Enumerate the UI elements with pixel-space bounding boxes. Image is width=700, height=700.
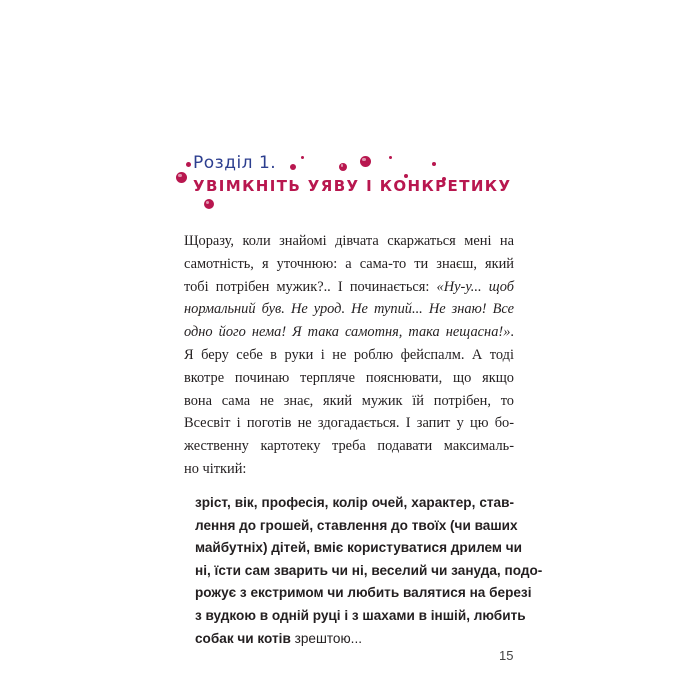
list-line: зріст, вік, професія, колір очей, характер, став- (195, 495, 514, 510)
body-paragraph (184, 230, 514, 481)
paragraph-quote-line: нормальний був. Не урод. Не тупий... Не знаю! Все (184, 301, 514, 318)
paragraph-line: жественну картотеку треба подавати максималь- (184, 438, 514, 455)
decorative-dot (290, 164, 296, 170)
page-number: 15 (499, 648, 514, 663)
decorative-dot (339, 163, 347, 171)
paragraph-line: Щоразу, коли знайомі дівчата скаржаться мені на (184, 233, 514, 249)
paragraph-line: Всесвіт і поготів не здогадається. І запит у цю бо- (184, 415, 514, 432)
chapter-subtitle: УВІМКНІТЬ УЯВУ І КОНКРЕТИКУ (193, 177, 512, 195)
paragraph-line: но чіткий: (184, 460, 247, 477)
paragraph-text: тобі потрібен мужик?.. І починається: (184, 278, 437, 295)
list-text: собак чи котів (195, 630, 295, 646)
decorative-dot (432, 162, 436, 166)
paragraph-line (184, 276, 514, 299)
decorative-dot (360, 156, 371, 167)
decorative-dot (389, 156, 392, 159)
list-line (195, 628, 514, 651)
decorative-dot (186, 162, 191, 167)
paragraph-line: самотність, я уточнюю: а сама-то ти знаєш, який (184, 255, 514, 272)
chapter-title: Розділ 1. (193, 153, 277, 173)
decorative-dot (204, 199, 214, 209)
decorative-dot (176, 172, 187, 183)
paragraph-line: вкотре починаю терпляче пояснювати, що якщо (184, 369, 514, 386)
paragraph-text: . (510, 324, 514, 341)
paragraph-line (184, 321, 514, 344)
list-line: лення до грошей, ставлення до твоїх (чи ваших (195, 517, 518, 533)
list-ending: зрештою... (294, 630, 363, 646)
paragraph-quote: одно його нема! Я така самотня, така нещасна!» (184, 324, 511, 341)
criteria-list (195, 492, 543, 650)
list-line: з вудкою в одній руці і з шахами в іншій, любить (195, 607, 526, 623)
decorative-dot (301, 156, 304, 159)
list-line: рожує з екстримом чи любить валятися на березі (195, 585, 532, 601)
list-line: ні, їсти сам зварить чи ні, веселий чи зануда, подо- (195, 562, 543, 578)
paragraph-line: Я беру себе в руки і не роблю фейспалм. А тоді (184, 346, 514, 363)
paragraph-line: вона сама не знає, який мужик їй потрібен, то (184, 392, 514, 409)
paragraph-quote: «Ну-у... щоб (436, 278, 514, 295)
list-line: майбутніх) дітей, вміє користуватися дрилем чи (195, 540, 523, 556)
